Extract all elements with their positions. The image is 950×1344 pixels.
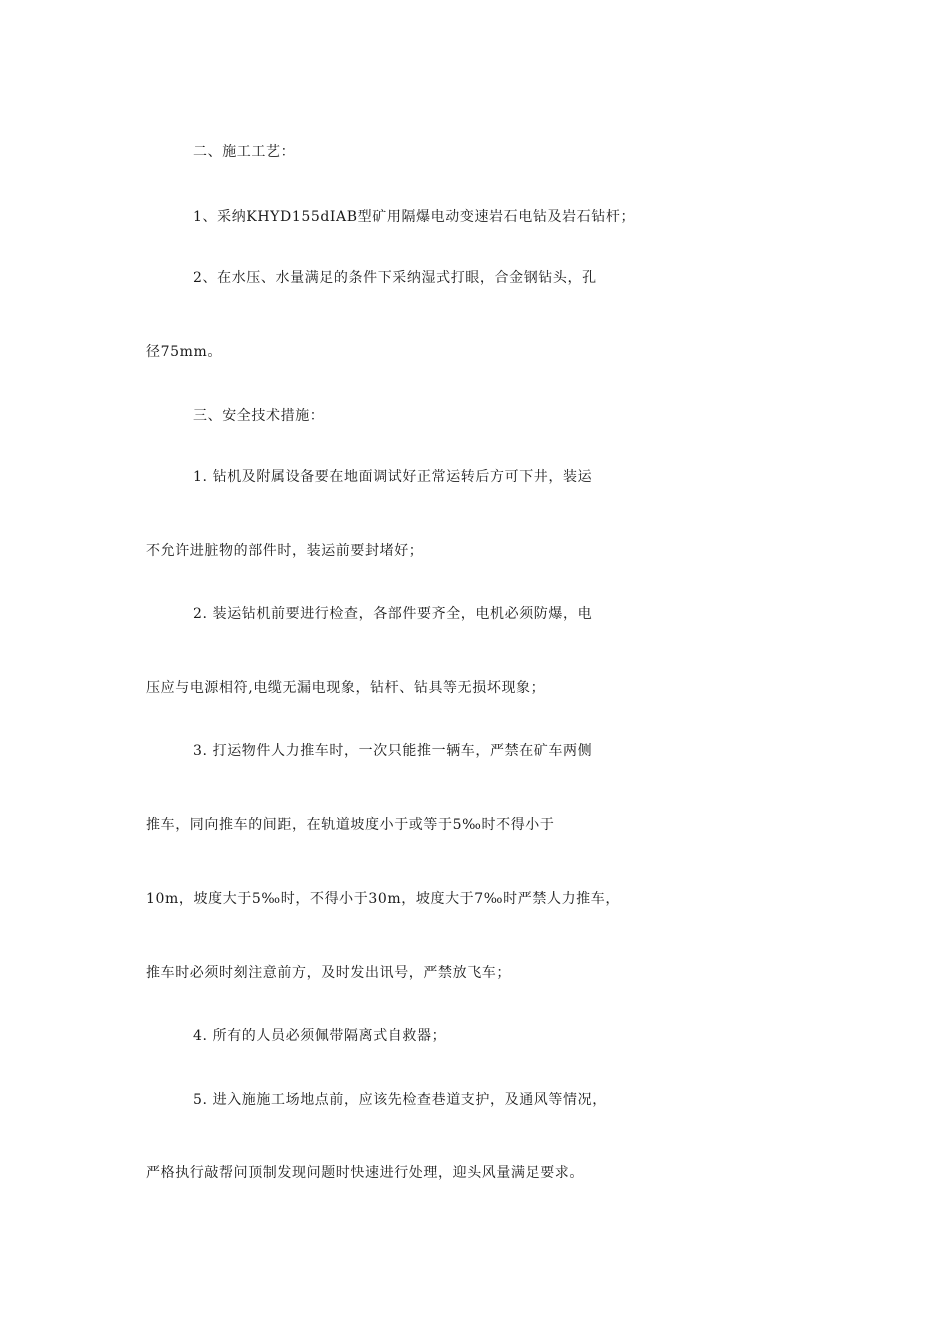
paragraph-line: 2. 装运钻机前要进行检查，各部件要齐全，电机必须防爆，电: [193, 606, 593, 622]
paragraph-line: 5. 进入施施工场地点前，应该先检查巷道支护，及通风等情况，: [193, 1092, 607, 1108]
paragraph-line: 1、采纳KHYD155dIAB型矿用隔爆电动变速岩石电钻及岩石钻杆；: [193, 209, 636, 225]
paragraph-line: 3. 打运物件人力推车时，一次只能推一辆车，严禁在矿车两侧: [193, 743, 593, 759]
paragraph-line: 推车时必须时刻注意前方，及时发出讯号，严禁放飞车；: [146, 965, 511, 981]
paragraph-line: 严格执行敲帮问顶制发现问题时快速进行处理，迎头风量满足要求。: [146, 1165, 584, 1181]
paragraph-line: 不允许进脏物的部件时，装运前要封堵好；: [146, 543, 424, 559]
paragraph-line: 1. 钻机及附属设备要在地面调试好正常运转后方可下井，装运: [193, 469, 593, 485]
paragraph-line: 径75mm。: [146, 344, 222, 360]
paragraph-line: 2、在水压、水量满足的条件下采纳湿式打眼，合金钢钻头，孔: [193, 270, 597, 286]
paragraph-line: 推车，同向推车的间距，在轨道坡度小于或等于5‰时不得小于: [146, 817, 555, 833]
paragraph-line: 压应与电源相符,电缆无漏电现象，钻杆、钻具等无损坏现象；: [146, 680, 546, 696]
paragraph-line: 10m，坡度大于5‰时，不得小于30m，坡度大于7‰时严禁人力推车，: [146, 891, 620, 907]
section-heading-safety-measures: 三、安全技术措施：: [193, 408, 325, 424]
paragraph-line: 4. 所有的人员必须佩带隔离式自救器；: [193, 1028, 447, 1044]
section-heading-construction-process: 二、施工工艺：: [193, 144, 296, 160]
